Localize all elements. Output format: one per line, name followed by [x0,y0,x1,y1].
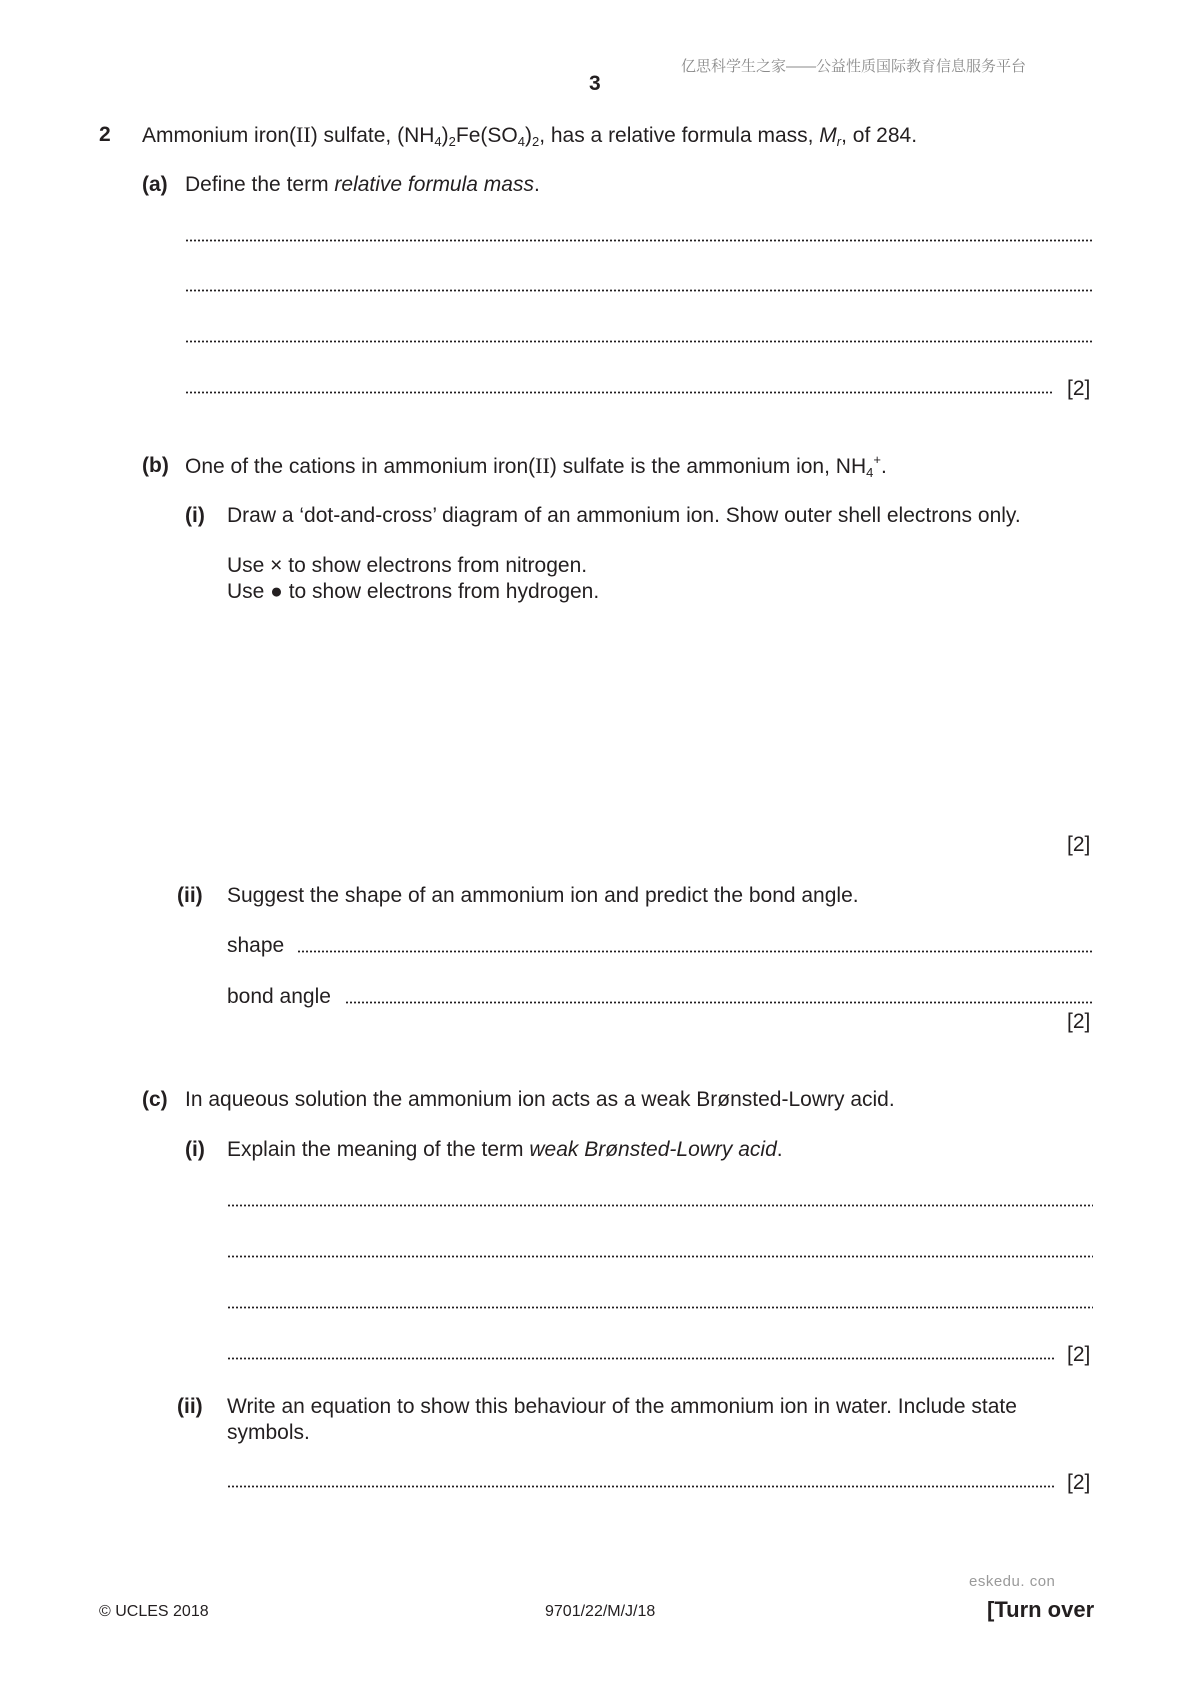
part-b-i-text: Draw a ‘dot-and-cross’ diagram of an ammonium ion. Show outer shell electrons only. [227,504,1021,527]
paper-code: 9701/22/M/J/18 [545,1603,656,1620]
shape-answer-line[interactable] [297,950,1093,953]
marks: [2] [1067,1010,1091,1033]
part-b-text: One of the cations in ammonium iron(II) sulfate is the ammonium ion, $NH_4^+$. [185,452,887,480]
answer-line[interactable] [185,239,1093,242]
marks: [2] [1067,1471,1091,1494]
marks: [2] [1067,833,1091,856]
answer-line[interactable] [227,1204,1093,1207]
answer-line[interactable] [185,340,1093,343]
marks: [2] [1067,377,1091,400]
instruction-hydrogen: Use ● to show electrons from hydrogen. [227,580,600,603]
instruction-nitrogen: Use × to show electrons from nitrogen. [227,554,588,577]
marks: [2] [1067,1343,1091,1366]
drawing-area[interactable] [227,620,1093,820]
footer-watermark: eskedu. con [969,1573,1056,1590]
part-c-ii-label: (ii) [177,1395,203,1418]
part-b-ii-label: (ii) [177,884,203,907]
answer-line[interactable] [185,289,1093,292]
answer-line[interactable] [227,1306,1093,1309]
part-b-ii-text: Suggest the shape of an ammonium ion and predict the bond angle. [227,884,859,907]
answer-line[interactable] [227,1255,1093,1258]
part-b-i-label: (i) [185,504,205,527]
part-c-text: In aqueous solution the ammonium ion acts as a weak Brønsted-Lowry acid. [185,1088,895,1111]
part-a-text: Define the term relative formula mass. [185,173,540,196]
part-c-ii-text-line1: Write an equation to show this behaviour of the ammonium ion in water. Include state [227,1395,1017,1418]
bond-angle-label: bond angle [227,985,331,1008]
turn-over: [Turn over [987,1597,1095,1622]
part-c-ii-text-line2: symbols. [227,1421,310,1444]
question-number: 2 [99,123,111,146]
header-watermark: 亿思科学生之家——公益性质国际教育信息服务平台 [681,58,1027,75]
question-stem: Ammonium iron(II) sulfate, $(NH_4)_2Fe(SO_4)_2$, has a relative formula mass, $M_r$, of 284. [142,122,918,149]
page-number: 3 [589,72,601,95]
part-c-i-text: Explain the meaning of the term weak Brønsted-Lowry acid. [227,1138,783,1161]
part-b-label: (b) [142,454,169,477]
answer-line[interactable] [227,1357,1054,1360]
part-a-label: (a) [142,173,168,196]
copyright: © UCLES 2018 [99,1603,209,1620]
answer-line[interactable] [185,391,1054,394]
shape-label: shape [227,934,285,957]
bond-angle-answer-line[interactable] [345,1001,1093,1004]
equation-answer-line[interactable] [227,1485,1054,1488]
part-c-label: (c) [142,1088,168,1111]
part-c-i-label: (i) [185,1138,205,1161]
